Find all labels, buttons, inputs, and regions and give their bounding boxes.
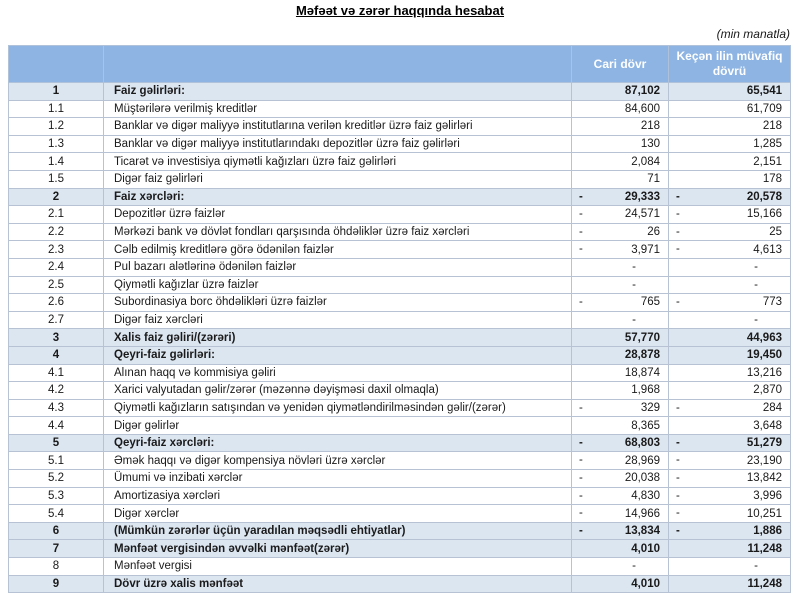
table-row (9, 487, 791, 505)
report-page (0, 3, 800, 606)
value-cell-cari-dovr: 8,365 (572, 417, 669, 435)
row-label-cell: Müştərilərə verilmiş kreditlər (104, 100, 572, 118)
value-cell-cari-dovr: - (572, 558, 669, 576)
value-cell-cari-dovr: 1,968 (572, 382, 669, 400)
value-cell-cari-dovr: - 26 (572, 223, 669, 241)
row-label-cell: Alınan haqq və kommisiya gəliri (104, 364, 572, 382)
page-title: Məfəət və zərər haqqında hesabat (295, 3, 505, 18)
value-cell-cari-dovr: 4,010 (572, 540, 669, 558)
row-number-cell: 2.6 (9, 294, 104, 312)
value-cell-cari-dovr: - 13,834 (572, 522, 669, 540)
row-number-cell: 5.2 (9, 470, 104, 488)
value-cell-cari-dovr: - (572, 276, 669, 294)
value-cell-cari-dovr: - (572, 258, 669, 276)
row-label-cell: Mənfəət vergisi (104, 558, 572, 576)
table-row (9, 434, 791, 452)
row-number-cell: 5.1 (9, 452, 104, 470)
value-cell-kecen-ilin: 2,870 (669, 382, 791, 400)
table-row (9, 417, 791, 435)
row-number-cell: 2.2 (9, 223, 104, 241)
row-number-cell: 2 (9, 188, 104, 206)
table-row (9, 294, 791, 312)
row-label-cell: Ticarət və investisiya qiymətli kağızları üzrə faiz gəlirləri (104, 153, 572, 171)
value-cell-cari-dovr: - (572, 311, 669, 329)
row-number-cell: 4.2 (9, 382, 104, 400)
row-number-cell: 5.4 (9, 505, 104, 523)
row-label-cell: Amortizasiya xərcləri (104, 487, 572, 505)
row-label-cell: Qiymətli kağızların satışından və yenidən qiymətləndirilməsindən gəlir/(zərər) (104, 399, 572, 417)
table-header-row (9, 46, 791, 83)
header-kecen-ilin-muvafiq-dovru: Keçən ilin müvafiq dövrü (669, 46, 791, 83)
value-cell-kecen-ilin: - (669, 311, 791, 329)
row-label-cell: Qiymətli kağızlar üzrə faizlər (104, 276, 572, 294)
value-cell-kecen-ilin: - 10,251 (669, 505, 791, 523)
table-row (9, 258, 791, 276)
table-row (9, 311, 791, 329)
table-row (9, 83, 791, 101)
value-cell-cari-dovr: - 29,333 (572, 188, 669, 206)
row-label-cell: Qeyri-faiz xərcləri: (104, 434, 572, 452)
value-cell-kecen-ilin: 61,709 (669, 100, 791, 118)
value-cell-kecen-ilin: 178 (669, 170, 791, 188)
table-row (9, 505, 791, 523)
row-number-cell: 4 (9, 346, 104, 364)
row-number-cell: 3 (9, 329, 104, 347)
row-number-cell: 4.4 (9, 417, 104, 435)
value-cell-cari-dovr: 71 (572, 170, 669, 188)
row-number-cell: 1.3 (9, 135, 104, 153)
row-label-cell: Digər xərclər (104, 505, 572, 523)
row-label-cell: Banklar və digər maliyyə institutlarındakı depozitlər üzrə faiz gəlirləri (104, 135, 572, 153)
row-label-cell: Əmək haqqı və digər kompensiya növləri üzrə xərclər (104, 452, 572, 470)
row-number-cell: 2.7 (9, 311, 104, 329)
value-cell-kecen-ilin: 11,248 (669, 575, 791, 593)
value-cell-cari-dovr: 87,102 (572, 83, 669, 101)
table-row (9, 382, 791, 400)
table-row (9, 346, 791, 364)
value-cell-cari-dovr: - 4,830 (572, 487, 669, 505)
value-cell-kecen-ilin: 13,216 (669, 364, 791, 382)
value-cell-cari-dovr: - 3,971 (572, 241, 669, 259)
row-label-cell: Qeyri-faiz gəlirləri: (104, 346, 572, 364)
row-label-cell: Dövr üzrə xalis mənfəət (104, 575, 572, 593)
value-cell-cari-dovr: - 20,038 (572, 470, 669, 488)
row-label-cell: Faiz xərcləri: (104, 188, 572, 206)
table-row (9, 206, 791, 224)
value-cell-kecen-ilin: - 3,996 (669, 487, 791, 505)
table-row (9, 452, 791, 470)
row-label-cell: Ümumi və inzibati xərclər (104, 470, 572, 488)
table-body (9, 83, 791, 593)
table-row (9, 170, 791, 188)
value-cell-kecen-ilin: - 13,842 (669, 470, 791, 488)
row-label-cell: Mənfəət vergisindən əvvəlki mənfəət(zərər) (104, 540, 572, 558)
row-label-cell: Cəlb edilmiş kreditlərə görə ödənilən faizlər (104, 241, 572, 259)
value-cell-kecen-ilin: 44,963 (669, 329, 791, 347)
row-number-cell: 7 (9, 540, 104, 558)
table-row (9, 558, 791, 576)
table-row (9, 470, 791, 488)
value-cell-cari-dovr: 84,600 (572, 100, 669, 118)
table-row (9, 364, 791, 382)
value-cell-cari-dovr: - 68,803 (572, 434, 669, 452)
value-cell-kecen-ilin: - 51,279 (669, 434, 791, 452)
row-label-cell: Xalis faiz gəliri/(zərəri) (104, 329, 572, 347)
header-row-number (9, 46, 104, 83)
table-row (9, 329, 791, 347)
table-row (9, 153, 791, 171)
table-row (9, 522, 791, 540)
value-cell-kecen-ilin: - 1,886 (669, 522, 791, 540)
value-cell-cari-dovr: - 329 (572, 399, 669, 417)
value-cell-kecen-ilin: 1,285 (669, 135, 791, 153)
row-number-cell: 2.4 (9, 258, 104, 276)
value-cell-cari-dovr: - 24,571 (572, 206, 669, 224)
row-label-cell: Banklar və digər maliyyə institutlarına verilən kreditlər üzrə faiz gəlirləri (104, 118, 572, 136)
value-cell-kecen-ilin: - 284 (669, 399, 791, 417)
table-row (9, 276, 791, 294)
row-label-cell: Digər faiz gəlirləri (104, 170, 572, 188)
row-label-cell: Pul bazarı alətlərinə ödənilən faizlər (104, 258, 572, 276)
value-cell-kecen-ilin: 3,648 (669, 417, 791, 435)
value-cell-cari-dovr: 4,010 (572, 575, 669, 593)
header-description (104, 46, 572, 83)
value-cell-cari-dovr: 28,878 (572, 346, 669, 364)
table-row (9, 135, 791, 153)
row-number-cell: 4.3 (9, 399, 104, 417)
table-row (9, 223, 791, 241)
row-label-cell: Mərkəzi bank və dövlət fondları qarşısında öhdəliklər üzrə faiz xərcləri (104, 223, 572, 241)
row-number-cell: 2.3 (9, 241, 104, 259)
row-number-cell: 1 (9, 83, 104, 101)
row-number-cell: 9 (9, 575, 104, 593)
value-cell-cari-dovr: 18,874 (572, 364, 669, 382)
row-number-cell: 5.3 (9, 487, 104, 505)
value-cell-kecen-ilin: - (669, 258, 791, 276)
value-cell-cari-dovr: - 28,969 (572, 452, 669, 470)
value-cell-kecen-ilin: - 773 (669, 294, 791, 312)
table-row (9, 241, 791, 259)
row-number-cell: 6 (9, 522, 104, 540)
value-cell-cari-dovr: 218 (572, 118, 669, 136)
row-label-cell: Faiz gəlirləri: (104, 83, 572, 101)
table-row (9, 100, 791, 118)
value-cell-kecen-ilin: 2,151 (669, 153, 791, 171)
row-number-cell: 1.5 (9, 170, 104, 188)
row-number-cell: 1.1 (9, 100, 104, 118)
value-cell-kecen-ilin: 19,450 (669, 346, 791, 364)
value-cell-kecen-ilin: 65,541 (669, 83, 791, 101)
profit-loss-table (8, 45, 791, 593)
value-cell-kecen-ilin: - 20,578 (669, 188, 791, 206)
row-number-cell: 1.4 (9, 153, 104, 171)
row-label-cell: Digər gəlirlər (104, 417, 572, 435)
row-number-cell: 8 (9, 558, 104, 576)
header-cari-dovr: Cari dövr (572, 46, 669, 83)
row-number-cell: 5 (9, 434, 104, 452)
table-row (9, 118, 791, 136)
row-label-cell: Digər faiz xərcləri (104, 311, 572, 329)
value-cell-kecen-ilin: - 23,190 (669, 452, 791, 470)
row-number-cell: 2.1 (9, 206, 104, 224)
value-cell-cari-dovr: 57,770 (572, 329, 669, 347)
row-label-cell: Subordinasiya borc öhdəlikləri üzrə faizlər (104, 294, 572, 312)
value-cell-kecen-ilin: - 4,613 (669, 241, 791, 259)
row-number-cell: 1.2 (9, 118, 104, 136)
row-label-cell: (Mümkün zərərlər üçün yaradılan məqsədli ehtiyatlar) (104, 522, 572, 540)
value-cell-cari-dovr: 2,084 (572, 153, 669, 171)
row-number-cell: 4.1 (9, 364, 104, 382)
table-row (9, 399, 791, 417)
value-cell-cari-dovr: 130 (572, 135, 669, 153)
row-number-cell: 2.5 (9, 276, 104, 294)
value-cell-kecen-ilin: - (669, 558, 791, 576)
value-cell-cari-dovr: - 14,966 (572, 505, 669, 523)
unit-note: (min manatla) (716, 27, 790, 41)
value-cell-cari-dovr: - 765 (572, 294, 669, 312)
table-row (9, 188, 791, 206)
table-row (9, 575, 791, 593)
value-cell-kecen-ilin: 11,248 (669, 540, 791, 558)
table-row (9, 540, 791, 558)
row-label-cell: Xarici valyutadan gəlir/zərər (məzənnə dəyişməsi daxil olmaqla) (104, 382, 572, 400)
value-cell-kecen-ilin: 218 (669, 118, 791, 136)
value-cell-kecen-ilin: - 15,166 (669, 206, 791, 224)
value-cell-kecen-ilin: - 25 (669, 223, 791, 241)
row-label-cell: Depozitlər üzrə faizlər (104, 206, 572, 224)
value-cell-kecen-ilin: - (669, 276, 791, 294)
